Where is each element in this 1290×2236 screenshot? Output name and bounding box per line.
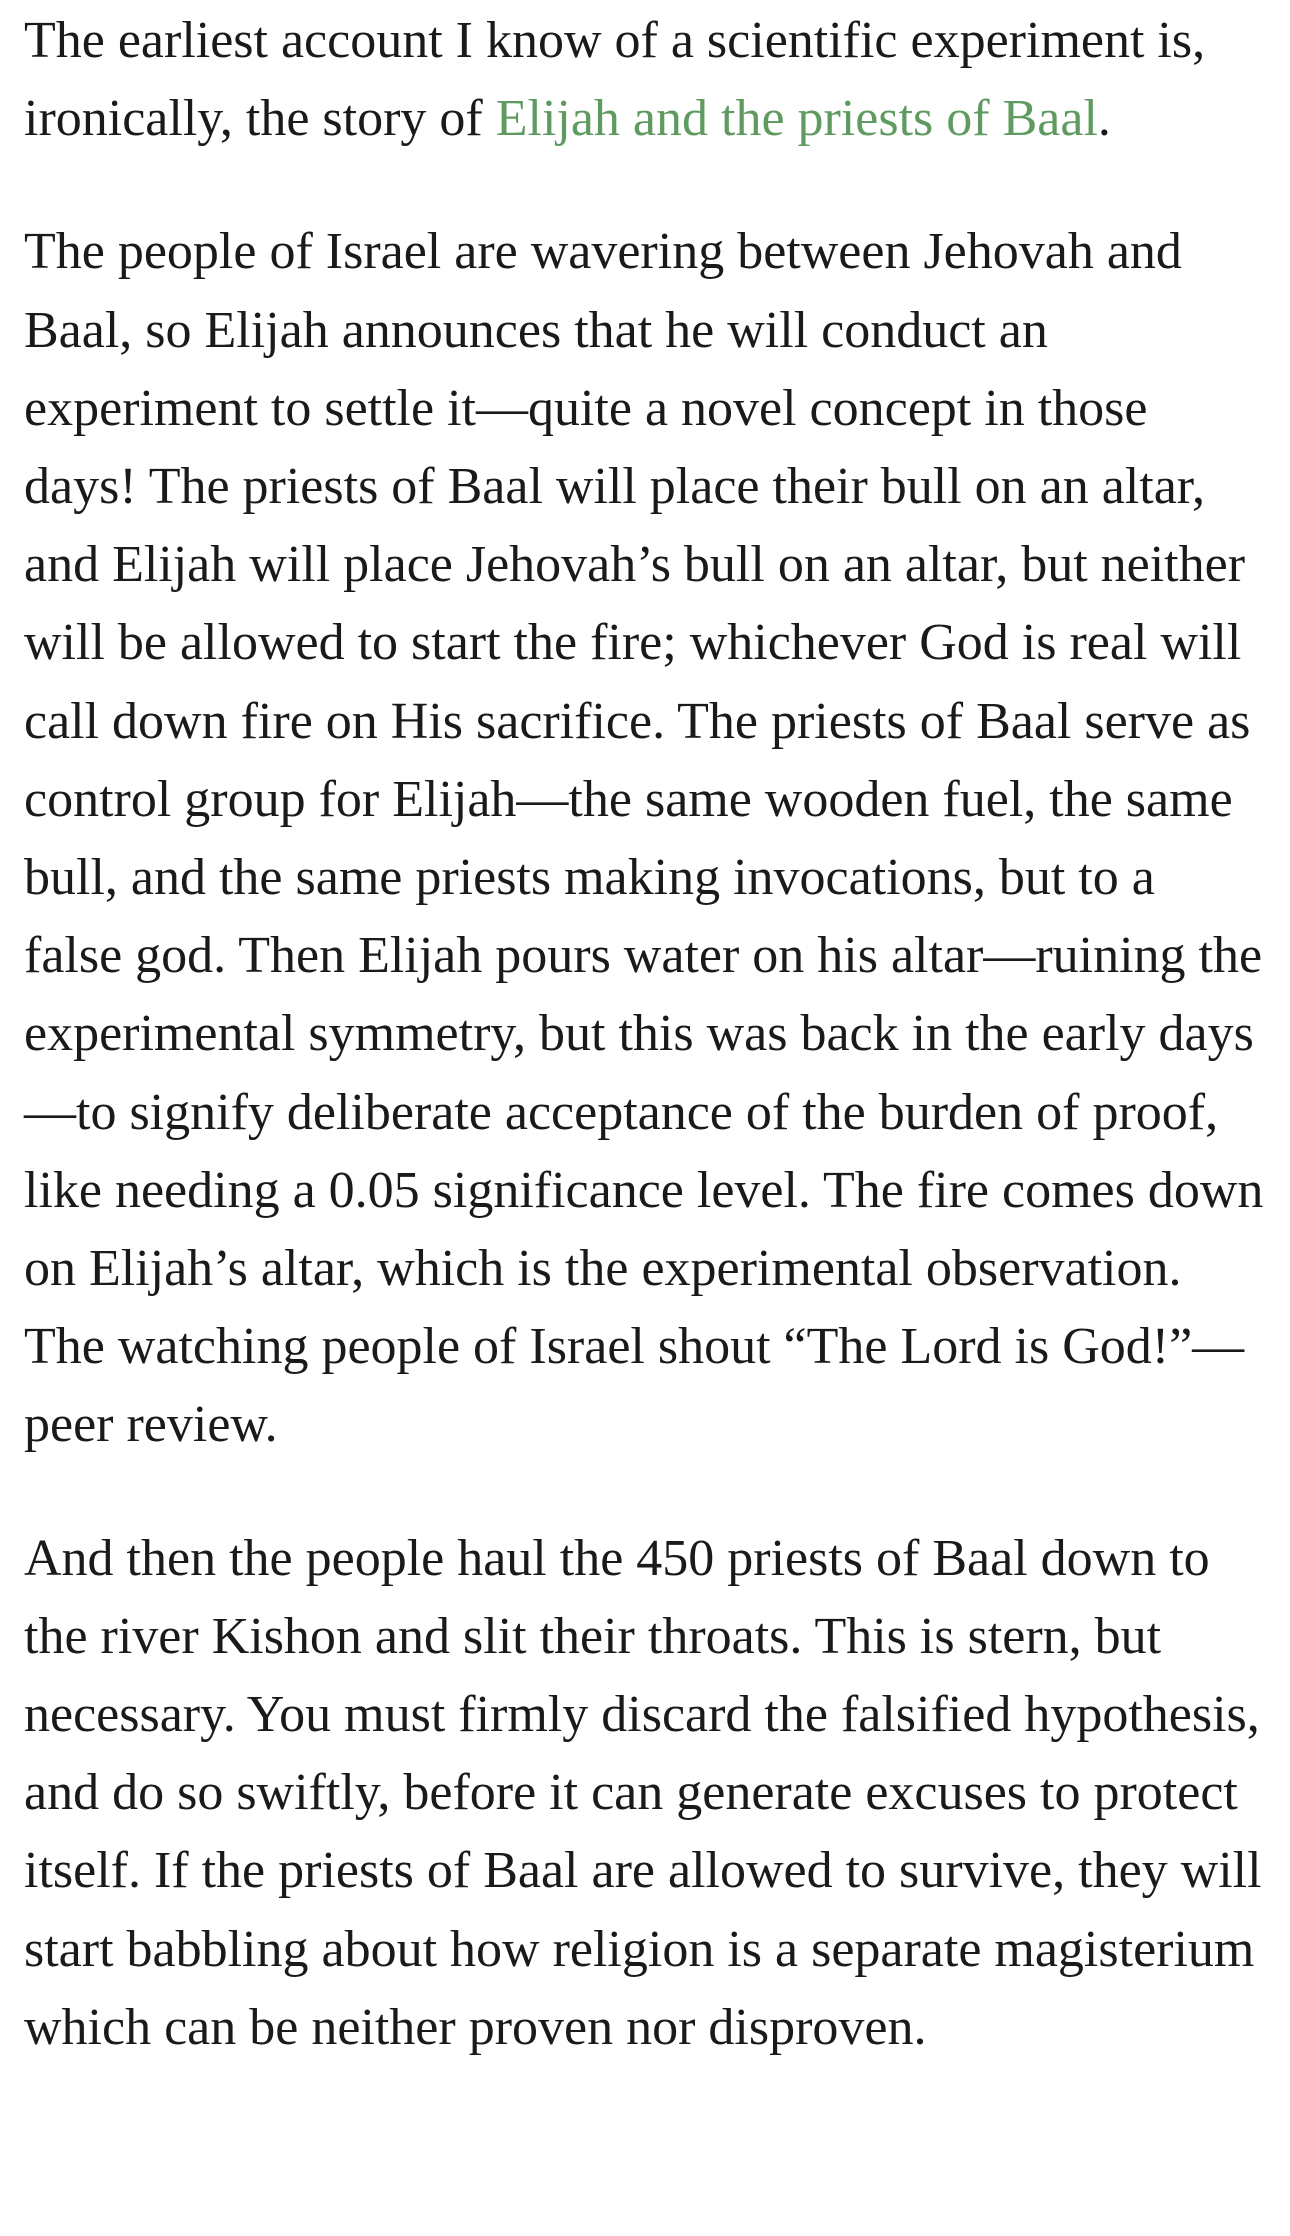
paragraph-intro (24, 2, 1264, 158)
elijah-priests-of-baal-link[interactable]: Elijah and the priests of Baal (495, 90, 1098, 148)
intro-text: The earliest account I know of a scientific experiment is, ironically, the story of (24, 12, 1206, 148)
paragraph-discard-hypothesis: And then the people haul the 450 priests of Baal down to the river Kishon and slit their throats. This is stern, but necessary. You must firmly discard the falsified hypothesis, and do so swiftly, before it can generate excuses to protect itself. If the priests of Baal are allowed to survive, they will start babbling about how religion is a separate magisterium which can be neither proven nor disproven. (24, 1529, 1262, 2056)
article-body (24, 2, 1264, 2122)
intro-period: . (1097, 90, 1111, 148)
paragraph-experiment: The people of Israel are wavering between Jehovah and Baal, so Elijah announces that he will conduct an experiment to settle it—quite a novel concept in those days! The priests of Baal will place their bull on an altar, and Elijah will place Jehovah’s bull on an altar, but neither will be allowed to start the fire; whichever God is real will call down fire on His sacrifice. The priests of Baal serve as control group for Elijah—the same wooden fuel, the same bull, and the same priests making invocations, but to a false god. Then Elijah pours water on his altar—ruining the experimental symmetry, but this was back in the early days—to signify deliberate acceptance of the burden of proof, like needing a 0.05 significance level. The fire comes down on Elijah’s altar, which is the experimental observation. The watching people of Israel shout “The Lord is God!”—peer review. (24, 223, 1264, 1454)
